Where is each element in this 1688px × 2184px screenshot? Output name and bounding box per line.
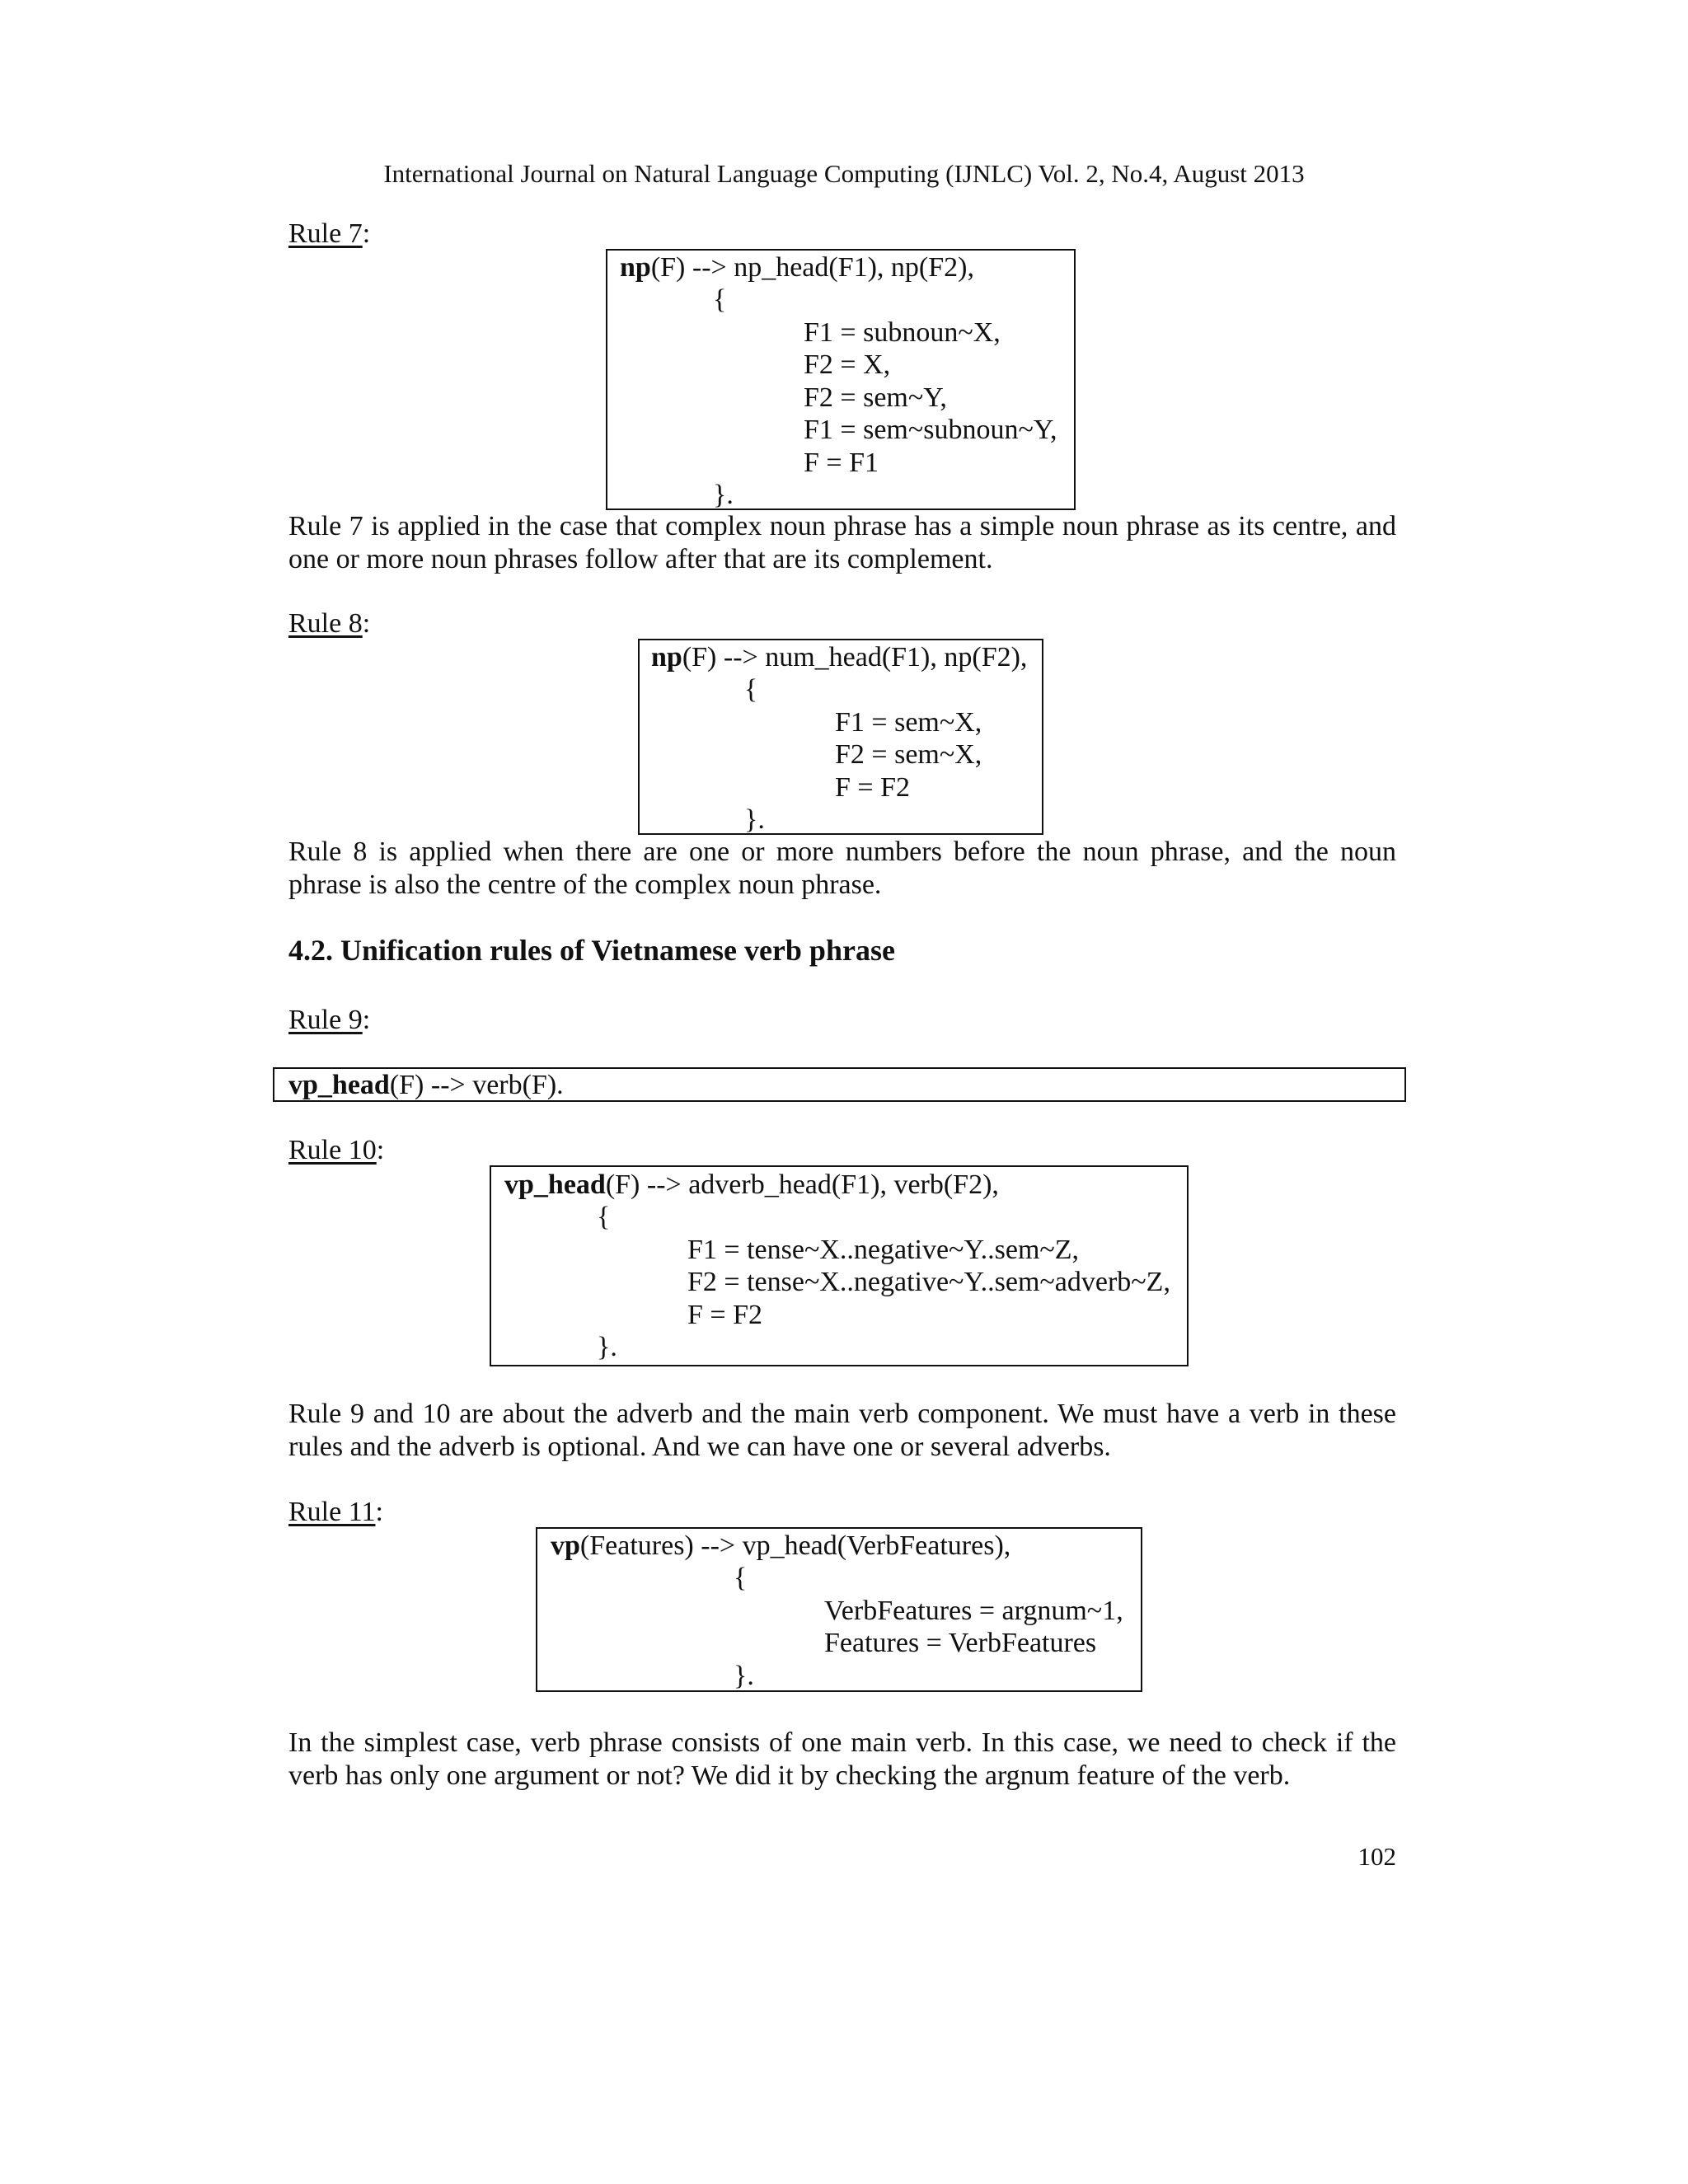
rule-10-line: F = F2 (687, 1300, 762, 1330)
rule-7-line: F1 = sem~subnoun~Y, (804, 415, 1057, 445)
rule-11-open-brace: { (734, 1563, 748, 1593)
rule-7-open-brace: { (713, 284, 727, 315)
rule-7-description: Rule 7 is applied in the case that complex noun phrase has a simple noun phrase as its centre, and one or more noun phrases follow after that are its complement. (288, 511, 1396, 574)
rule-11-head: vp(Features) --> vp_head(VerbFeatures), (551, 1530, 1011, 1561)
rule-10-open-brace: { (597, 1202, 611, 1232)
rule-8-open-brace: { (744, 674, 758, 705)
rule-10-head: vp_head(F) --> adverb_head(F1), verb(F2), (504, 1169, 999, 1200)
rule-8-label: Rule 8: (288, 608, 371, 639)
rule-11-label: Rule 11: (288, 1497, 383, 1527)
rule-10-line: F1 = tense~X..negative~Y..sem~Z, (687, 1235, 1080, 1265)
rule-8-description: Rule 8 is applied when there are one or more numbers before the noun phrase, and the noun phrase is also the centre of the complex noun phrase. (288, 837, 1396, 900)
section-heading: 4.2. Unification rules of Vietnamese verb phrase (288, 934, 895, 967)
page-number: 102 (1357, 1842, 1396, 1871)
rule-8-line: F1 = sem~X, (835, 707, 982, 738)
rule-8-line: F = F2 (835, 772, 910, 803)
rule-7-label: Rule 7: (288, 218, 371, 249)
rule-7-line: F2 = X, (804, 349, 891, 380)
rule-8-head: np(F) --> num_head(F1), np(F2), (651, 642, 1028, 673)
rule-9-head: vp_head(F) --> verb(F). (288, 1070, 564, 1100)
rule-11-line: VerbFeatures = argnum~1, (824, 1596, 1123, 1626)
rule-9-10-description: Rule 9 and 10 are about the adverb and the main verb component. We must have a verb in these rules and the adverb is optional. And we can have one or several adverbs. (288, 1399, 1396, 1462)
journal-header: International Journal on Natural Language Computing (IJNLC) Vol. 2, No.4, August 2013 (383, 159, 1305, 188)
rule-8-line: F2 = sem~X, (835, 739, 982, 770)
rule-8-close-brace: }. (744, 804, 765, 835)
rule-7-close-brace: }. (713, 480, 734, 510)
rule-9-label: Rule 9: (288, 1005, 371, 1035)
rule-7-line: F = F1 (804, 448, 879, 478)
rule-10-close-brace: }. (597, 1332, 617, 1362)
rule-7-head: np(F) --> np_head(F1), np(F2), (620, 252, 974, 283)
rule-7-line: F2 = sem~Y, (804, 382, 947, 413)
rule-7-line: F1 = subnoun~X, (804, 317, 1001, 348)
rule-10-label: Rule 10: (288, 1135, 385, 1165)
rule-11-line: Features = VerbFeatures (824, 1628, 1097, 1658)
rule-11-description: In the simplest case, verb phrase consists of one main verb. In this case, we need to check if the verb has only one argument or not? We did it by checking the argnum feature of the verb. (288, 1727, 1396, 1791)
rule-11-close-brace: }. (734, 1661, 754, 1691)
rule-10-line: F2 = tense~X..negative~Y..sem~adverb~Z, (687, 1267, 1170, 1297)
